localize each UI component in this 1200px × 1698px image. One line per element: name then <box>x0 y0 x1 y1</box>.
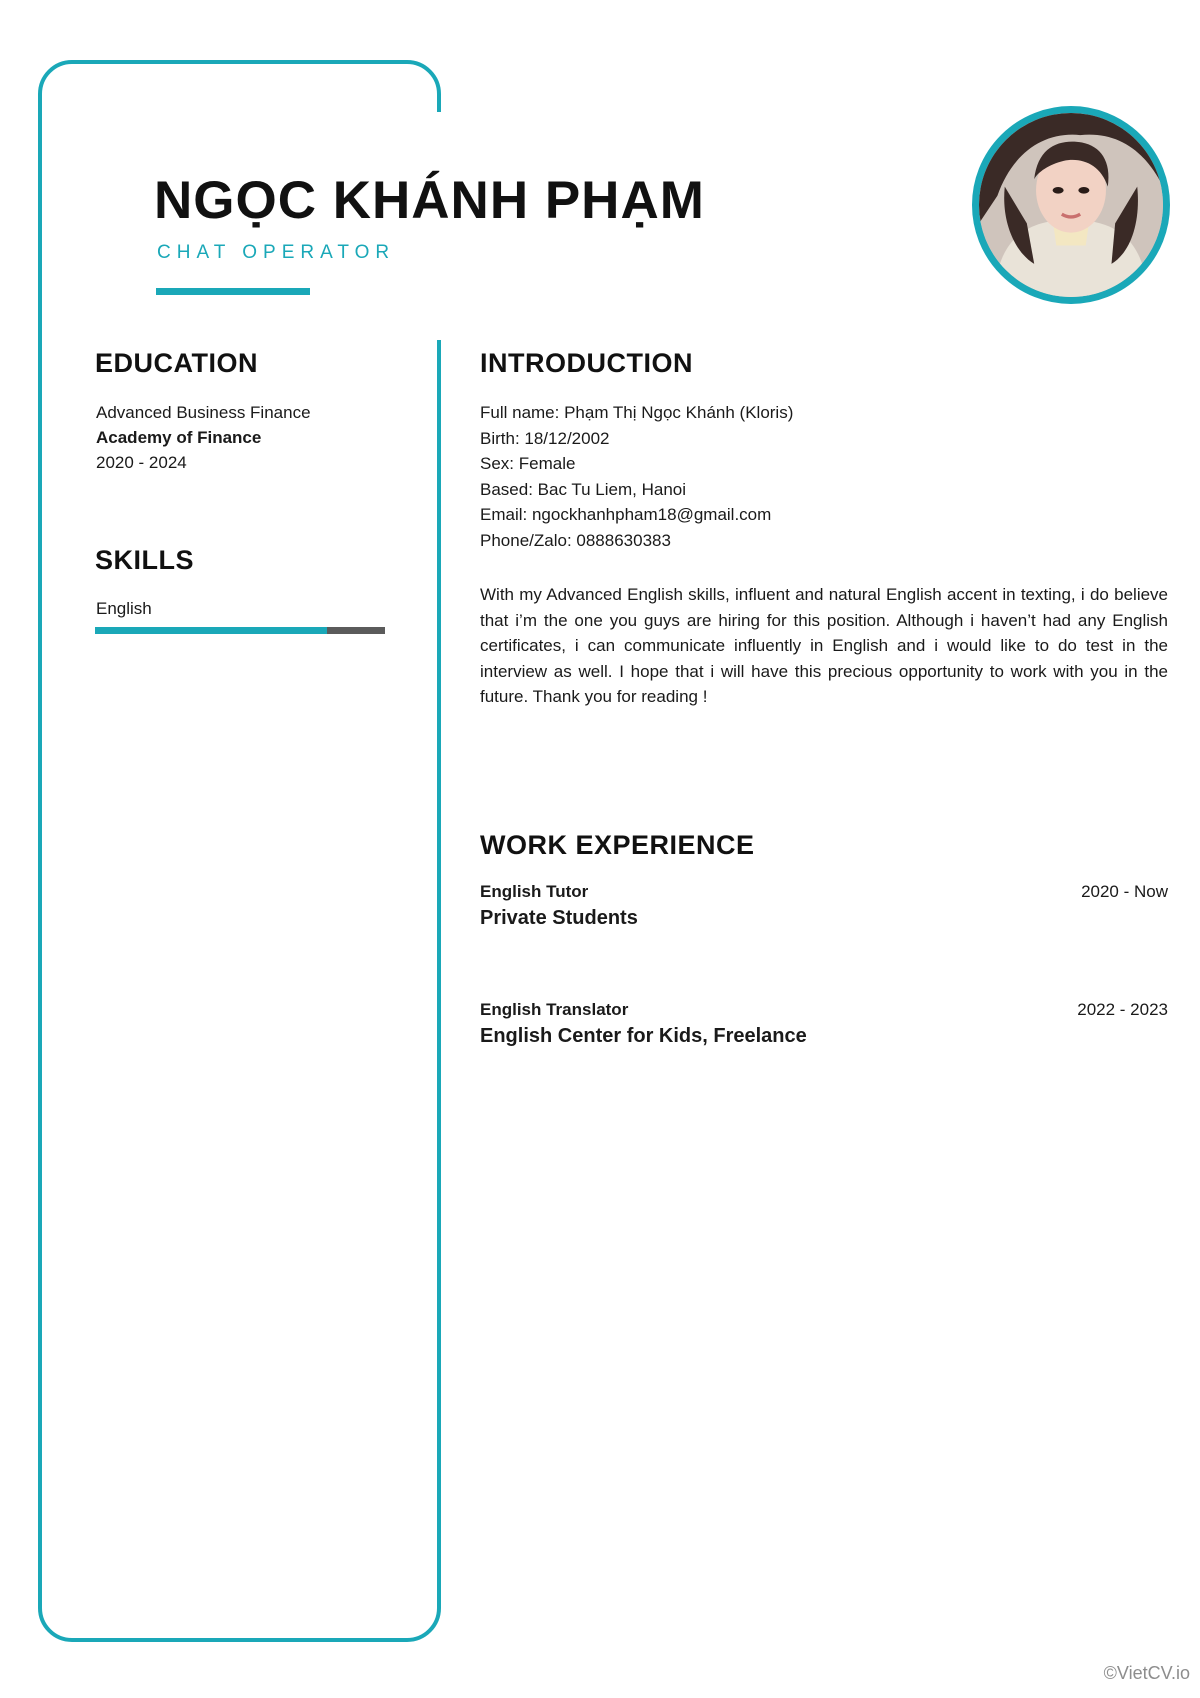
skill-level-fill <box>95 627 327 634</box>
job-company: Private Students <box>480 907 638 929</box>
education-heading: EDUCATION <box>95 348 258 378</box>
job-entry <box>480 882 1168 930</box>
info-birth: Birth: 18/12/2002 <box>480 428 610 448</box>
watermark: ©VietCV.io <box>1103 1663 1190 1683</box>
skills-heading: SKILLS <box>95 545 195 575</box>
job-years: 2022 - 2023 <box>1077 1000 1168 1019</box>
job-entry <box>480 1000 1168 1048</box>
skill-level-bar <box>95 627 385 634</box>
skill-label: English <box>96 599 152 618</box>
profile-photo <box>972 106 1170 304</box>
introduction-summary: With my Advanced English skills, influent and natural English accent in texting, i do believe that i’m the one you guys are hiring for this position. Although i haven’t had any English certificates, i can communicate influently in English and i would like to do test in the interview as well. I hope that i will have this precious opportunity to work with you in the future. Thank you for reading ! <box>480 585 1168 706</box>
introduction-heading: INTRODUCTION <box>480 348 693 378</box>
education-school: Academy of Finance <box>96 428 262 447</box>
job-company: English Center for Kids, Freelance <box>480 1025 807 1047</box>
work-heading: WORK EXPERIENCE <box>480 830 755 860</box>
job-title: English Translator <box>480 1000 629 1019</box>
info-full-name: Full name: Phạm Thị Ngọc Khánh (Kloris) <box>480 403 794 422</box>
candidate-name: NGỌC KHÁNH PHẠM <box>154 171 705 230</box>
job-role: CHAT OPERATOR <box>157 242 396 263</box>
education-years: 2020 - 2024 <box>96 453 187 472</box>
info-email: Email: ngockhanhpham18@gmail.com <box>480 505 772 524</box>
info-phone: Phone/Zalo: 0888630383 <box>480 530 671 550</box>
job-years: 2020 - Now <box>1081 882 1168 901</box>
sidebar-frame <box>38 60 441 1642</box>
role-underline <box>156 288 310 295</box>
info-based: Based: Bac Tu Liem, Hanoi <box>480 479 687 499</box>
info-sex: Sex: Female <box>480 454 576 473</box>
personal-info <box>480 400 793 553</box>
education-program: Advanced Business Finance <box>96 403 311 422</box>
job-title: English Tutor <box>480 882 589 901</box>
portrait-illustration <box>979 113 1163 297</box>
